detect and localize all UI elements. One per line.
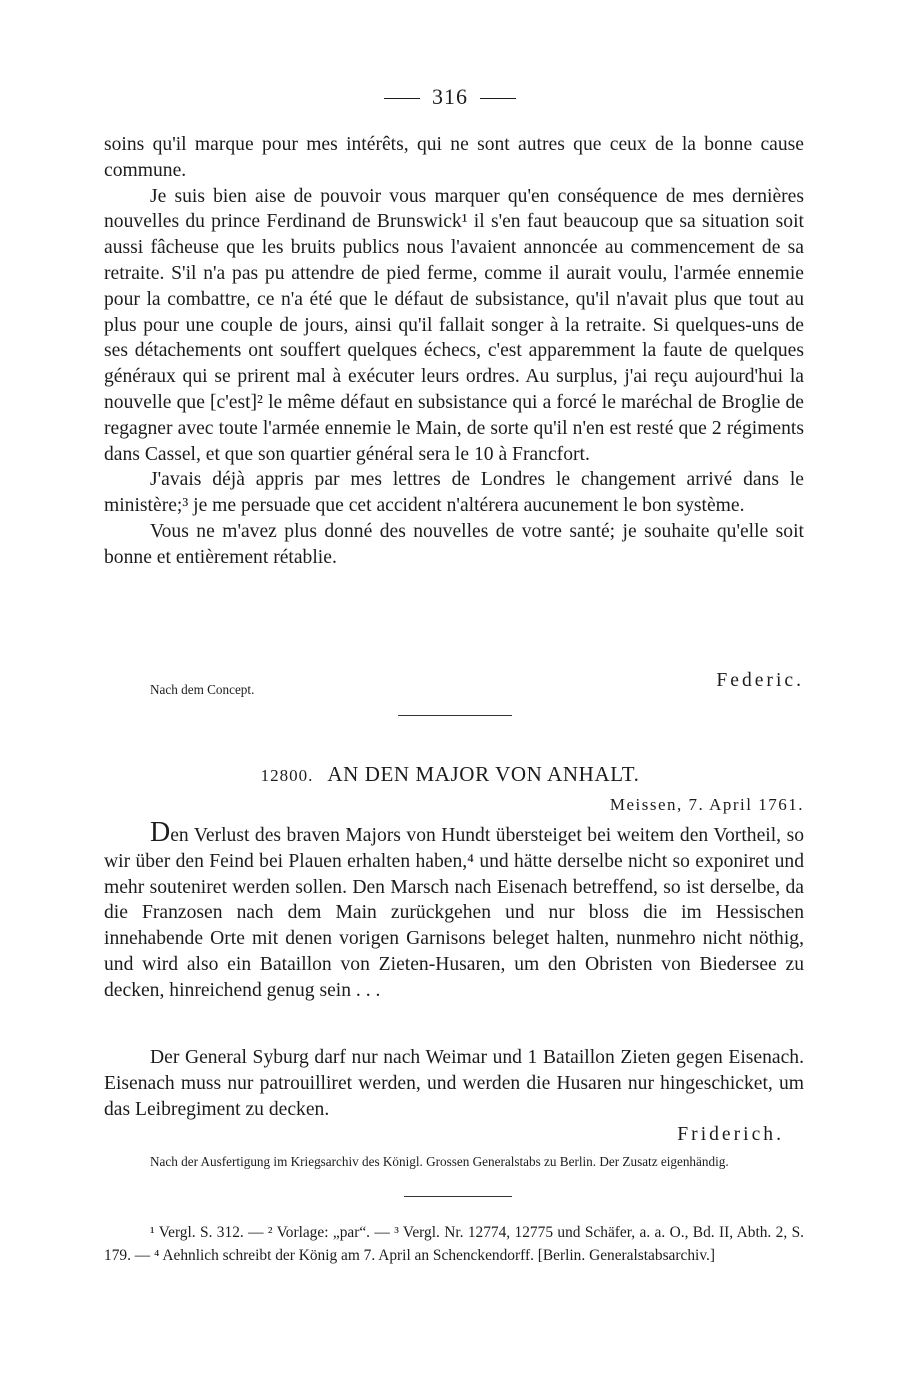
header-dash-right: [480, 98, 516, 99]
letter1-signature: Federic.: [716, 670, 804, 691]
page-number: 316: [432, 84, 468, 109]
letter1-paragraph-1: soins qu'il marque pour mes intérêts, qui ne sont autres que ceux de la bonne cause commune.: [104, 134, 804, 181]
letter2-paragraph-1: [104, 817, 804, 1004]
letter2-signature: Friderich.: [677, 1124, 784, 1145]
letter1-body: [104, 132, 804, 571]
letter2-dateline: Meissen, 7. April 1761.: [609, 795, 804, 814]
footnotes: [104, 1222, 804, 1267]
header-dash-left: [384, 98, 420, 99]
section-divider: [398, 715, 512, 716]
letter1-paragraph-4: Vous ne m'avez plus donné des nouvelles de votre santé; je souhaite qu'elle soit bonne et entièrement rétablie.: [104, 520, 804, 568]
letter2-heading: [0, 762, 900, 787]
letter1-source-note: Nach dem Concept.: [150, 682, 255, 697]
letter2-paragraph-1-text: en Verlust des braven Majors von Hundt übersteiget bei weitem den Vortheil, so wir über den Feind bei Plauen erhalten haben,⁴ und hätte derselbe nicht so exponiret und mehr souteniret werden sollen. Den Marsch nach Eisenach betreffend, so ist derselbe, da die Franzosen nach dem Main zurückgehen und nur bloss die im Hessischen innehabende Orte mit denen vorigen Garnisons beleget halten, nunmehro nicht nöthig, und wird also ein Bataillon von Zieten-Husaren, um den Obristen von Biedersee zu decken, hinreichend genug sein . . .: [104, 825, 804, 1001]
letter2-paragraph-2: Der General Syburg darf nur nach Weimar und 1 Bataillon Zieten gegen Eisenach. Eisenach muss nur patrouilliret werden, und werden die Husaren nur hingeschicket, um das Leibregiment zu decken.: [104, 1047, 804, 1120]
footnotes-text: ¹ Vergl. S. 312. — ² Vorlage: „par“. — ³ Vergl. Nr. 12774, 12775 und Schäfer, a. a. O., Bd. II, Abth. 2, S. 179. — ⁴ Aehnlich schreibt der König am 7. April an Schenckendorff. [Berlin. Generalstabsarchiv.]: [104, 1224, 804, 1264]
letter1-paragraph-3: J'avais déjà appris par mes lettres de Londres le changement arrivé dans le ministère;³ je me persuade que cet accident n'altérera aucunement le bon système.: [104, 469, 804, 517]
footnote-divider: [404, 1196, 512, 1197]
letter2-body: [104, 817, 804, 1004]
page-header: [0, 84, 900, 110]
letter2-title: AN DEN MAJOR VON ANHALT.: [327, 762, 640, 786]
letter2-initial: D: [150, 817, 171, 848]
letter1-paragraph-2: Je suis bien aise de pouvoir vous marquer qu'en conséquence de mes dernières nouvelles du prince Ferdinand de Brunswick¹ il s'en faut beaucoup que sa situation soit aussi fâcheuse que les bruits publics nous l'avaient annoncée au commencement de sa retraite. S'il n'a pas pu attendre de pied ferme, comme il aurait voulu, l'armée ennemie pour la combattre, ce n'a été que le défaut de subsistance, qu'il n'avait plus que tout au plus pour une couple de jours, ainsi qu'il fallait songer à la retraite. Si quelques-uns de ses détachements ont souffert quelques échecs, c'est apparemment la faute de quelques généraux qui se prirent mal à exécuter leurs ordres. Au surplus, j'ai reçu aujourd'hui la nouvelle que [c'est]² le même défaut en subsistance qui a forcé le maréchal de Broglie de regagner avec toute l'armée ennemie le Main, de sorte qu'il n'en est resté que 2 régiments dans Cassel, et que son quartier général sera le 10 à Francfort.: [104, 185, 804, 465]
letter2-body-continued: [104, 1045, 804, 1122]
letter2-source-note: Nach der Ausfertigung im Kriegsarchiv des Königl. Grossen Generalstabs zu Berlin. Der Zusatz eigenhändig.: [150, 1154, 729, 1169]
letter2-number: 12800.: [260, 766, 314, 785]
